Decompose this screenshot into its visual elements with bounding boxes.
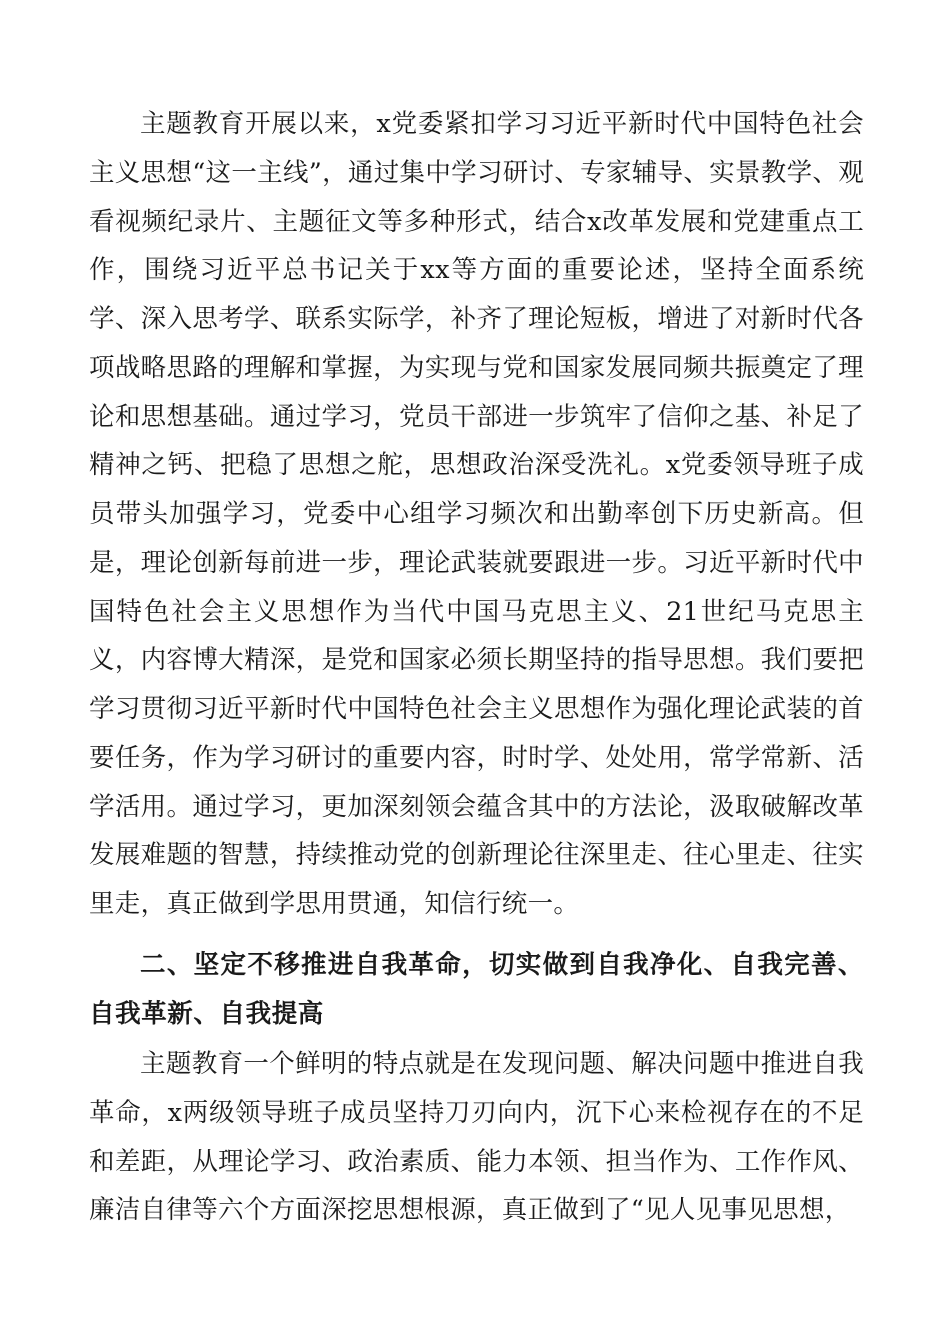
body-paragraph-2: 主题教育一个鲜明的特点就是在发现问题、解决问题中推进自我革命，x两级领导班子成员坚持刀刃向内，沉下心来检视存在的不足和差距，从理论学习、政治素质、能力本领、担当作为、工作作风、廉洁自律等六个方面深挖思想根源，真正做到了“见人见事见思想， [89, 1049, 864, 1226]
section-heading-2: 二、坚定不移推进自我革命，切实做到自我净化、自我完善、自我革新、自我提高 [89, 950, 864, 1029]
body-paragraph-1: 主题教育开展以来，x党委紧扣学习习近平新时代中国特色社会主义思想“这一主线”，通过集中学习研讨、专家辅导、实景教学、观看视频纪录片、主题征文等多种形式，结合x改革发展和党建重点工作，围绕习近平总书记关于xx等方面的重要论述，坚持全面系统学、深入思考学、联系实际学，补齐了理论短板，增进了对新时代各项战略思路的理解和掌握，为实现与党和国家发展同频共振奠定了理论和思想基础。通过学习，党员干部进一步筑牢了信仰之基、补足了精神之钙、把稳了思想之舵，思想政治深受洗礼。x党委领导班子成员带头加强学习，党委中心组学习频次和出勤率创下历史新高。但是，理论创新每前进一步，理论武装就要跟进一步。习近平新时代中国特色社会主义思想作为当代中国马克思主义、21世纪马克思主义，内容博大精深，是党和国家必须长期坚持的指导思想。我们要把学习贯彻习近平新时代中国特色社会主义思想作为强化理论武装的首要任务，作为学习研讨的重要内容，时时学、处处用，常学常新、活学活用。通过学习，更加深刻领会蕴含其中的方法论，汲取破解改革发展难题的智慧，持续推动党的创新理论往深里走、往心里走、往实里走，真正做到学思用贯通，知信行统一。 [89, 109, 864, 919]
